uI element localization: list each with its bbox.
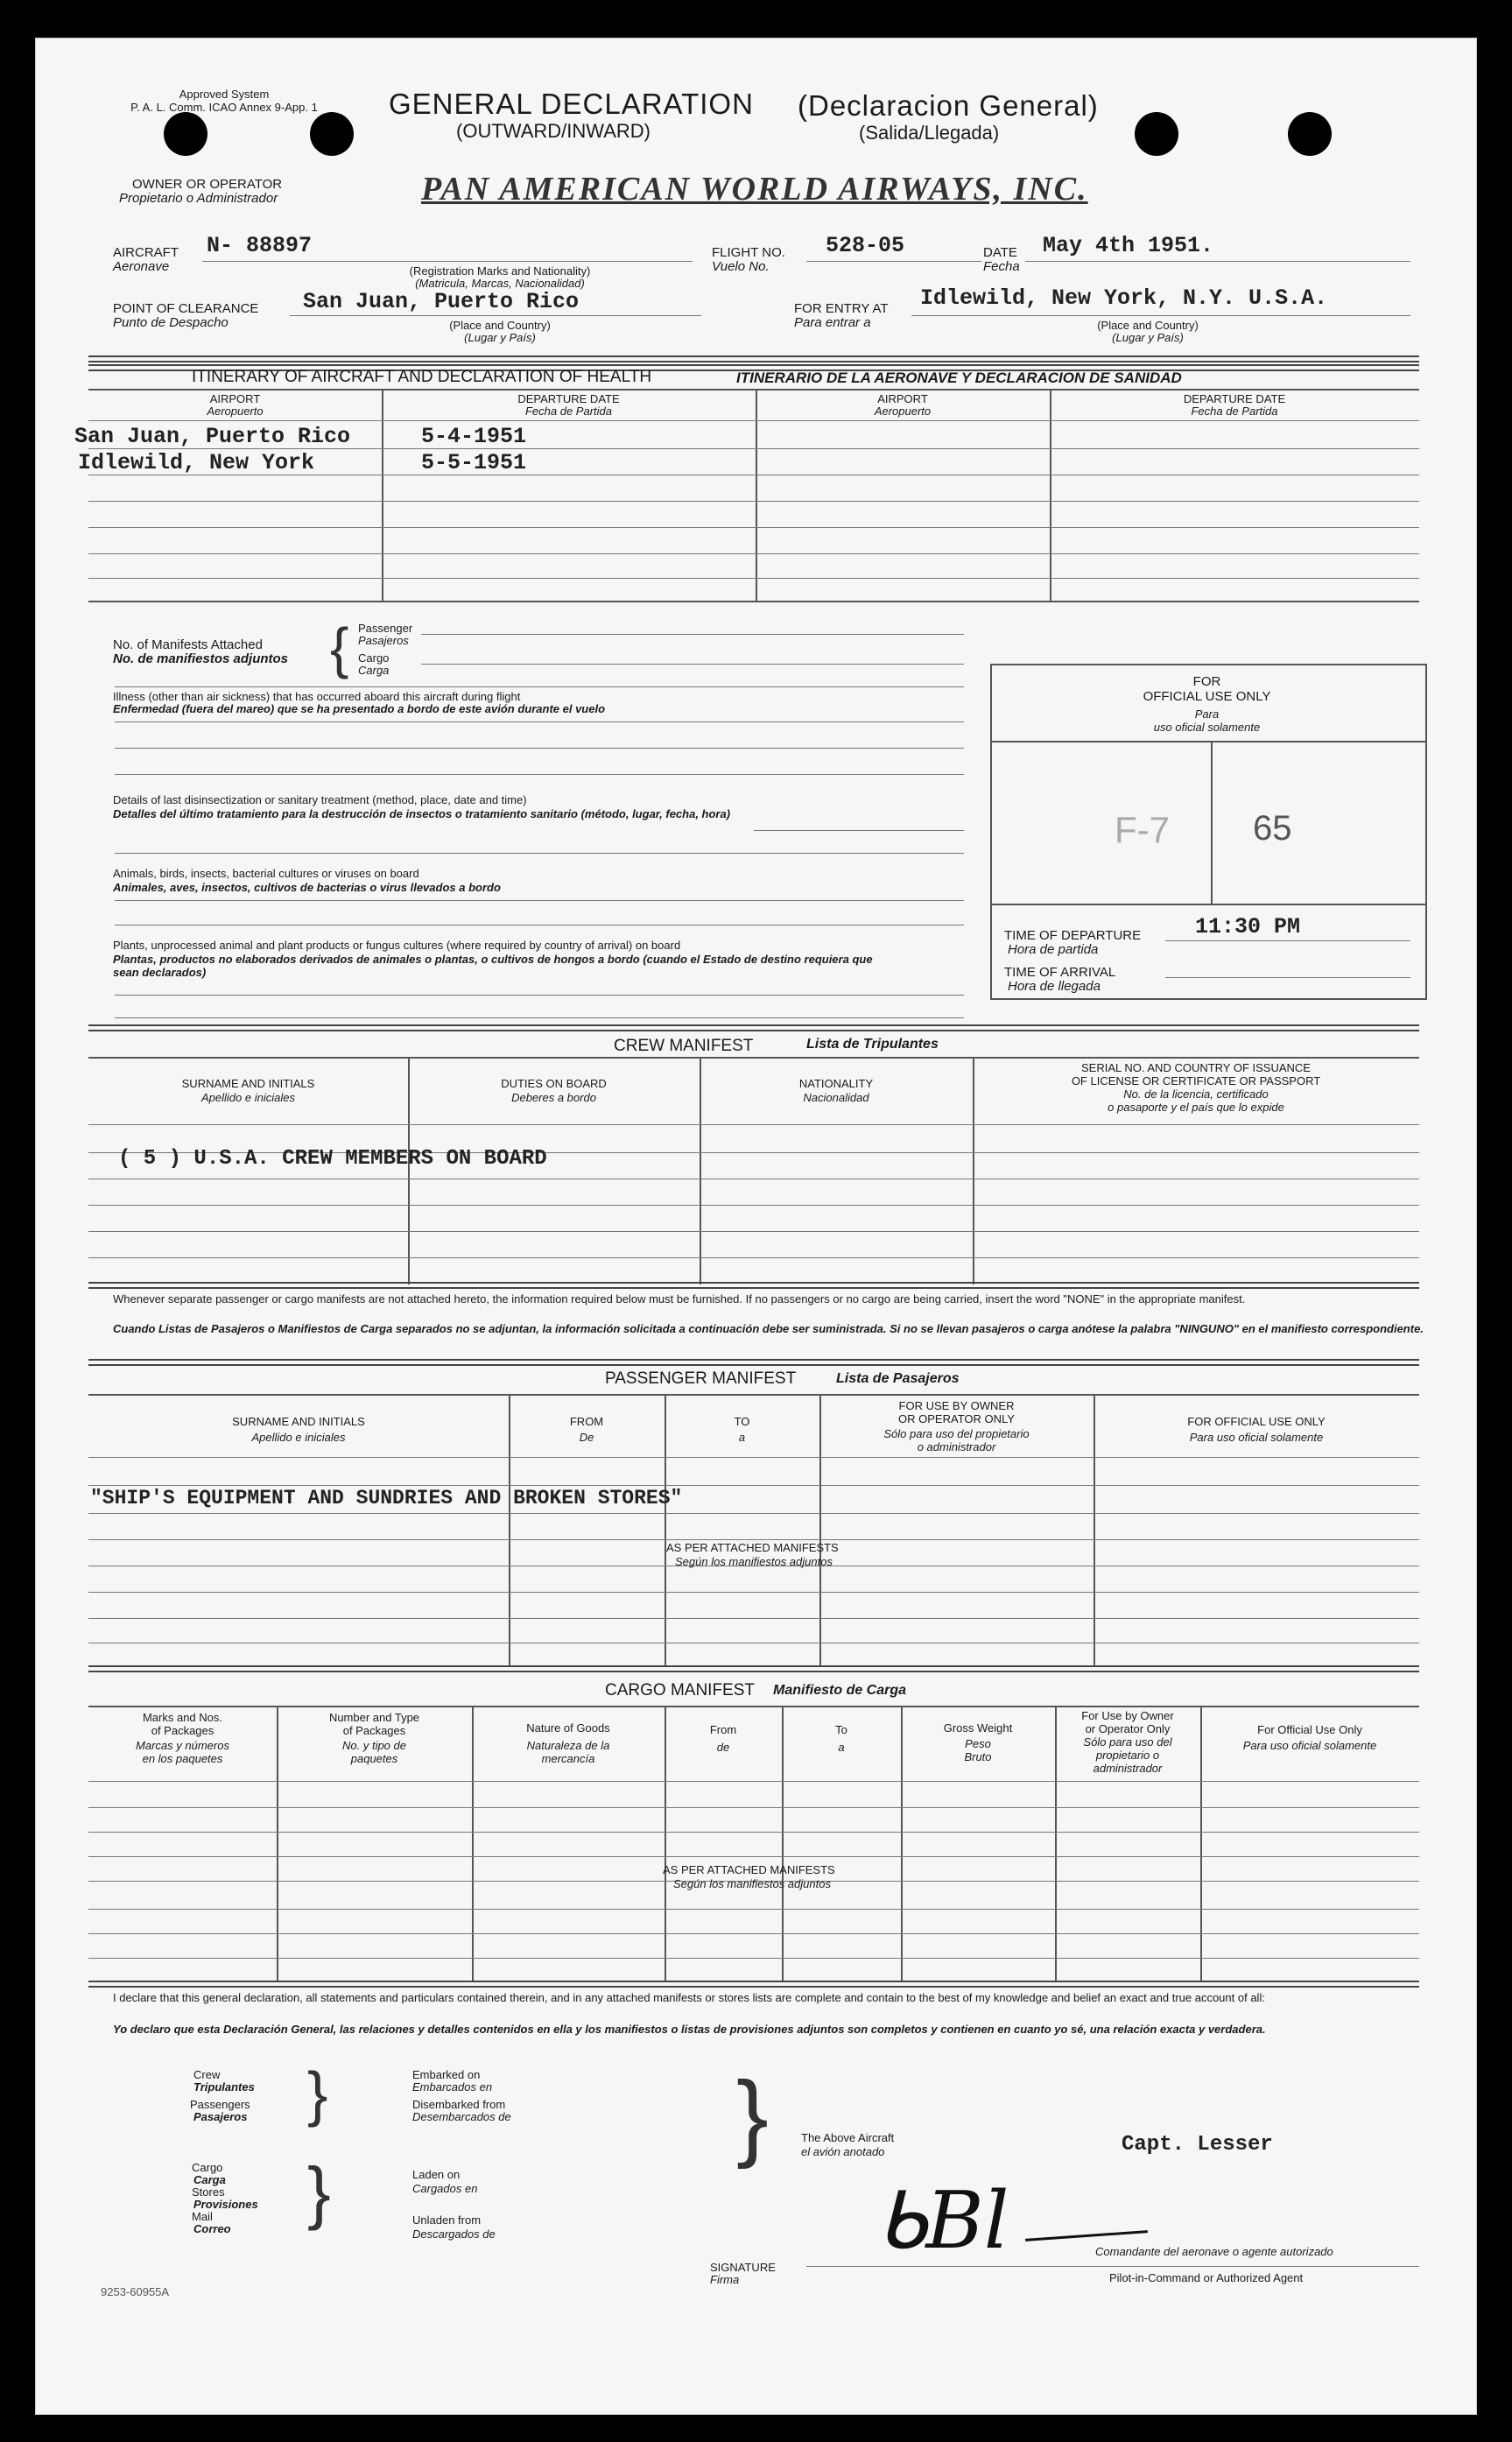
pass-col-official-es: Para uso oficial solamente <box>1189 1431 1324 1444</box>
stamp-left: F-7 <box>1115 809 1170 850</box>
official-use-title-es: Para uso oficial solamente <box>1153 707 1261 734</box>
itin-row-date: 5-4-1951 <box>421 424 527 449</box>
crew-col-duties: DUTIES ON BOARD <box>501 1077 607 1090</box>
decl-cargo-es: Carga <box>193 2173 226 2186</box>
itinerary-title: ITINERARY OF AIRCRAFT AND DECLARATION OF HEALTH <box>192 368 652 386</box>
above-aircraft: The Above Aircraft <box>801 2131 895 2144</box>
decl-passengers-es: Pasajeros <box>193 2110 248 2123</box>
pass-col-official: FOR OFFICIAL USE ONLY <box>1187 1415 1326 1428</box>
cargo-col-to: To <box>835 1723 847 1736</box>
plants-label: Plants, unprocessed animal and plant products or fungus cultures (where required by country of arrival) on board <box>113 939 681 952</box>
manifest-cargo-label: Cargo <box>358 651 390 665</box>
entry-point: Idlewild, New York, N.Y. U.S.A. <box>920 285 1328 311</box>
flight-number: 528-05 <box>826 233 905 258</box>
declaration-text: I declare that this general declaration, all statements and particulars contained therein, and in any attached manifests or stores lists are complete and contain to the best of my knowledge and belief an exact and true account of all: <box>113 1991 1265 2004</box>
decl-unladen: Unladen from <box>412 2213 482 2227</box>
crew-col-nationality-es: Nacionalidad <box>803 1091 869 1104</box>
itin-col-departure-2-es: Fecha de Partida <box>1191 405 1278 418</box>
itin-col-airport: AIRPORT <box>209 392 261 405</box>
decl-mail: Mail <box>192 2210 213 2223</box>
passenger-title: PASSENGER MANIFEST <box>605 1369 797 1388</box>
approved-system: Approved System P. A. L. Comm. ICAO Annex 9-App. 1 <box>130 88 318 114</box>
owner-label-es: Propietario o Administrador <box>119 191 278 206</box>
punch-hole <box>1288 112 1332 156</box>
itin-row-airport: Idlewild, New York <box>78 450 315 475</box>
form-title-es: (Declaracion General) <box>798 89 1099 122</box>
place-caption-2: (Place and Country) <box>1097 319 1199 332</box>
decl-unladen-es: Descargados de <box>412 2227 496 2241</box>
cargo-col-nature-es: Naturaleza de la mercancía <box>526 1739 610 1765</box>
pass-col-surname: SURNAME AND INITIALS <box>232 1415 365 1428</box>
decl-brace-3: } <box>736 2062 769 2170</box>
pass-col-owner: FOR USE BY OWNER OR OPERATOR ONLY <box>898 1399 1015 1425</box>
aircraft-label: AIRCRAFT <box>113 245 179 260</box>
cargo-col-from-es: de <box>716 1741 730 1754</box>
decl-stores-es: Provisiones <box>193 2198 258 2211</box>
clearance-label-es: Punto de Despacho <box>113 315 229 330</box>
flight-label-es: Vuelo No. <box>712 259 770 274</box>
itin-col-airport-es: Aeropuerto <box>207 405 264 418</box>
decl-stores: Stores <box>192 2185 225 2199</box>
captain-signature: ᑲBl <box>876 2175 1009 2267</box>
decl-disembarked: Disembarked from <box>412 2098 506 2111</box>
entry-label-es: Para entrar a <box>794 315 871 330</box>
crew-col-nationality: NATIONALITY <box>798 1077 874 1090</box>
form-subtitle: (OUTWARD/INWARD) <box>456 120 651 142</box>
punch-hole <box>310 112 354 156</box>
cargo-col-owner-es: Sólo para uso del propietario o administrador <box>1083 1735 1172 1775</box>
punch-hole <box>1135 112 1178 156</box>
place-caption-es: (Lugar y País) <box>464 331 536 344</box>
cargo-title-es: Manifiesto de Carga <box>773 1683 907 1698</box>
crew-col-serial: SERIAL NO. AND COUNTRY OF ISSUANCE OF LICENSE OR CERTIFICATE OR PASSPORT <box>1071 1061 1321 1087</box>
above-aircraft-es: el avión anotado <box>801 2145 885 2158</box>
pass-col-from: FROM <box>569 1415 604 1428</box>
flight-label: FLIGHT NO. <box>712 245 785 260</box>
itinerary-title-es: ITINERARIO DE LA AERONAVE Y DECLARACION DE SANIDAD <box>736 369 1182 386</box>
aircraft-registration: N- 88897 <box>207 233 313 258</box>
notice-text-es: Cuando Listas de Pasajeros o Manifiestos de Carga separados no se adjuntan, la información solicitada a continuación debe ser suministrada. Si no se llevan pasajeros o carga anótese la palabra "NINGUNO" en el manifiesto correspondiente. <box>113 1322 1424 1335</box>
signature-stroke <box>1025 2230 1148 2241</box>
punch-hole <box>164 112 207 156</box>
cargo-col-official-es: Para uso oficial solamente <box>1242 1739 1377 1752</box>
cargo-col-from: From <box>709 1723 737 1736</box>
itin-col-airport-2-es: Aeropuerto <box>874 405 932 418</box>
manifest-passenger-label: Passenger <box>358 622 413 635</box>
cargo-col-official: For Official Use Only <box>1257 1723 1362 1736</box>
manifests-label: No. of Manifests Attached <box>113 637 263 652</box>
owner-label: OWNER OR OPERATOR <box>132 177 283 192</box>
cargo-col-owner: For Use by Owner or Operator Only <box>1081 1709 1174 1735</box>
owner-name: PAN AMERICAN WORLD AIRWAYS, INC. <box>421 171 1088 208</box>
crew-col-surname-es: Apellido e iniciales <box>201 1091 295 1104</box>
cargo-col-weight-es: Peso Bruto <box>964 1737 992 1763</box>
crew-title-es: Lista de Tripulantes <box>806 1037 939 1052</box>
passenger-title-es: Lista de Pasajeros <box>836 1371 960 1386</box>
disinsection-label-es: Detalles del último tratamiento para la destrucción de insectos o tratamiento sanitario (método, lugar, fecha, hora) <box>113 807 731 820</box>
cargo-col-marks: Marks and Nos. of Packages <box>142 1711 223 1737</box>
commander-label-es: Comandante del aeronave o agente autorizado <box>1095 2245 1333 2258</box>
decl-embarked: Embarked on <box>412 2068 481 2081</box>
clearance-point: San Juan, Puerto Rico <box>303 289 580 314</box>
decl-cargo: Cargo <box>192 2161 223 2174</box>
place-caption-2-es: (Lugar y País) <box>1112 331 1184 344</box>
plants-label-es: Plantas, productos no elaborados derivados de animales o plantas, o cultivos de hongos a bordo (cuando el Estado de destino requiera que sean declarados) <box>113 953 873 979</box>
itin-col-departure: DEPARTURE DATE <box>517 392 620 405</box>
pass-col-surname-es: Apellido e iniciales <box>251 1431 346 1444</box>
reg-caption: (Registration Marks and Nationality) <box>409 264 591 278</box>
cargo-attached-es: Según los manifiestos adjuntos <box>673 1877 831 1890</box>
official-use-title: FOR OFFICIAL USE ONLY <box>1143 674 1271 704</box>
cargo-col-weight: Gross Weight <box>943 1721 1013 1735</box>
departure-time-label: TIME OF DEPARTURE <box>1004 928 1142 943</box>
manifests-brace: { <box>330 616 349 679</box>
passenger-attached-es: Según los manifiestos adjuntos <box>675 1555 833 1568</box>
itin-col-departure-2: DEPARTURE DATE <box>1183 392 1286 405</box>
decl-crew: Crew <box>193 2068 221 2081</box>
notice-text: Whenever separate passenger or cargo manifests are not attached hereto, the information required below must be furnished. If no passengers or no cargo are being carried, insert the word "NONE" in the appropriate manifest. <box>113 1292 1246 1305</box>
form-number: 9253-60955A <box>101 2285 170 2298</box>
itin-row-airport: San Juan, Puerto Rico <box>74 424 351 449</box>
disinsection-label: Details of last disinsectization or sanitary treatment (method, place, date and time) <box>113 793 527 806</box>
cargo-attached: AS PER ATTACHED MANIFESTS <box>663 1863 835 1876</box>
pass-col-from-es: De <box>579 1431 594 1444</box>
illness-label: Illness (other than air sickness) that has occurred aboard this aircraft during flight <box>113 690 521 703</box>
captain-name: Capt. Lesser <box>1122 2133 1273 2157</box>
cargo-col-marks-es: Marcas y números en los paquetes <box>136 1739 229 1765</box>
form-subtitle-es: (Salida/Llegada) <box>859 122 1000 144</box>
departure-time-label-es: Hora de partida <box>1008 942 1099 957</box>
place-caption: (Place and Country) <box>449 319 551 332</box>
decl-laden-es: Cargados en <box>412 2182 478 2195</box>
aircraft-label-es: Aeronave <box>113 259 170 274</box>
manifests-label-es: No. de manifiestos adjuntos <box>113 651 289 666</box>
form-title: GENERAL DECLARATION <box>389 88 754 120</box>
manifest-cargo-label-es: Carga <box>358 664 390 677</box>
departure-time: 11:30 PM <box>1195 914 1301 940</box>
flight-date: May 4th 1951. <box>1043 233 1214 258</box>
illness-label-es: Enfermedad (fuera del mareo) que se ha presentado a bordo de este avión durante el vuelo <box>113 702 606 715</box>
decl-laden: Laden on <box>412 2168 461 2181</box>
pass-col-owner-es: Sólo para uso del propietario o administrador <box>883 1427 1030 1453</box>
arrival-time-label: TIME OF ARRIVAL <box>1004 965 1116 980</box>
itin-col-airport-2: AIRPORT <box>877 392 928 405</box>
crew-col-serial-es: No. de la licencia, certificado o pasaporte y el país que lo expide <box>1108 1087 1284 1114</box>
decl-passengers: Passengers <box>190 2098 250 2111</box>
cargo-col-nature: Nature of Goods <box>526 1721 610 1735</box>
pass-col-to-es: a <box>738 1431 746 1444</box>
crew-entry: ( 5 ) U.S.A. CREW MEMBERS ON BOARD <box>118 1147 547 1171</box>
decl-brace-2: } <box>307 2153 331 2231</box>
crew-col-surname: SURNAME AND INITIALS <box>181 1077 315 1090</box>
pass-col-to: TO <box>734 1415 750 1428</box>
passenger-entry: "SHIP'S EQUIPMENT AND SUNDRIES AND BROKEN STORES" <box>90 1487 683 1510</box>
date-label: DATE <box>983 245 1017 260</box>
passenger-attached: AS PER ATTACHED MANIFESTS <box>666 1541 839 1554</box>
declaration-form <box>35 38 1477 2415</box>
decl-mail-es: Correo <box>193 2222 231 2235</box>
animals-label-es: Animales, aves, insectos, cultivos de bacterias o virus llevados a bordo <box>113 881 501 894</box>
clearance-label: POINT OF CLEARANCE <box>113 301 259 316</box>
entry-label: FOR ENTRY AT <box>794 301 889 316</box>
cargo-title: CARGO MANIFEST <box>605 1681 756 1700</box>
decl-embarked-es: Embarcados en <box>412 2080 493 2094</box>
decl-brace: } <box>307 2059 328 2128</box>
declaration-text-es: Yo declaro que esta Declaración General, las relaciones y detalles contenidos en ella y los manifiestos o listas de provisiones adjuntos son completos y contienen en cuanto yo sé, una relación exacta y verdadera. <box>113 2023 1266 2036</box>
decl-crew-es: Tripulantes <box>193 2080 255 2094</box>
manifest-passenger-label-es: Pasajeros <box>358 634 409 647</box>
date-label-es: Fecha <box>983 259 1020 274</box>
itin-row-date: 5-5-1951 <box>421 450 527 475</box>
cargo-col-number: Number and Type of Packages <box>328 1711 420 1737</box>
itin-col-departure-es: Fecha de Partida <box>524 405 612 418</box>
animals-label: Animals, birds, insects, bacterial cultures or viruses on board <box>113 867 419 880</box>
cargo-col-number-es: No. y tipo de paquetes <box>342 1739 406 1765</box>
arrival-time-label-es: Hora de llegada <box>1008 979 1101 994</box>
signature-label: SIGNATURE <box>710 2261 776 2274</box>
crew-col-duties-es: Deberes a bordo <box>511 1091 596 1104</box>
signature-label-es: Firma <box>710 2273 740 2286</box>
reg-caption-es: (Matricula, Marcas, Nacionalidad) <box>415 277 585 290</box>
stamp-right: 65 <box>1253 809 1292 848</box>
commander-label: Pilot-in-Command or Authorized Agent <box>1109 2271 1304 2284</box>
cargo-col-to-es: a <box>838 1741 845 1754</box>
decl-disembarked-es: Desembarcados de <box>412 2110 511 2123</box>
crew-title: CREW MANIFEST <box>614 1037 754 1055</box>
